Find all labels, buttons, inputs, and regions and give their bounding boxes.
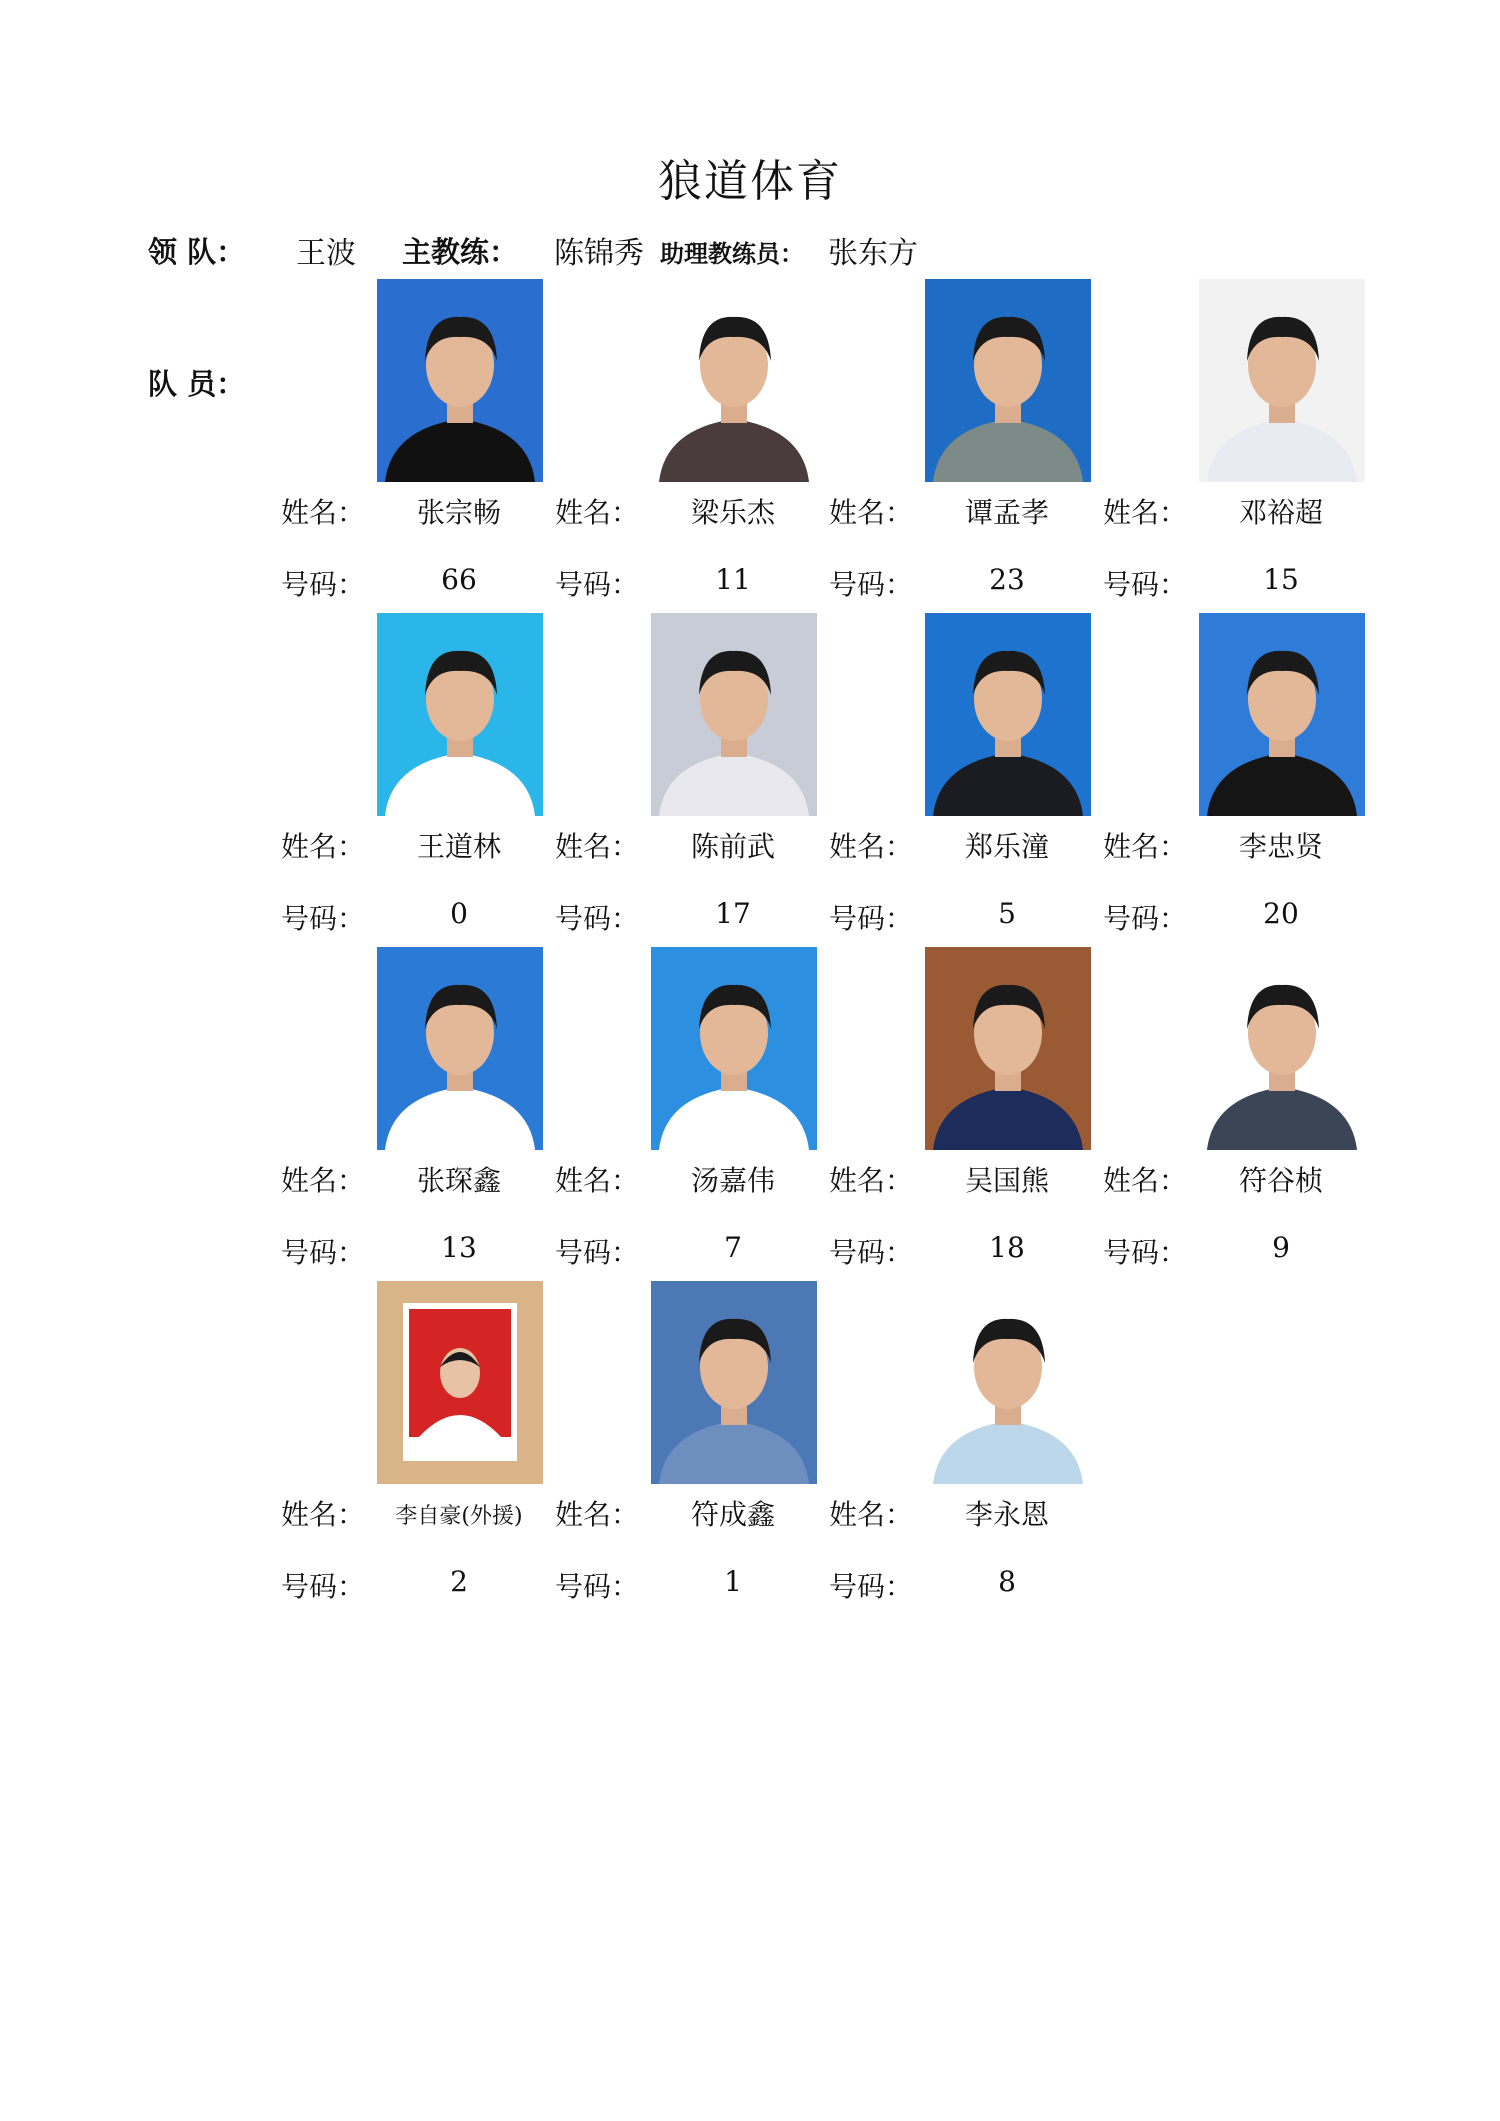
player-card — [551, 947, 825, 1281]
player-card — [825, 613, 1099, 947]
player-name: 梁乐杰 — [690, 496, 775, 529]
number-label: 号码： — [555, 1236, 640, 1269]
name-label: 姓名： — [555, 1498, 640, 1531]
player-grid — [277, 279, 1377, 1615]
player-name: 陈前武 — [690, 830, 775, 863]
number-label: 号码： — [829, 1236, 914, 1269]
name-label: 姓名： — [829, 496, 914, 529]
name-label: 姓名： — [829, 1498, 914, 1531]
player-number: 2 — [450, 1565, 468, 1598]
player-photo — [651, 279, 817, 482]
player-photo — [1199, 947, 1365, 1150]
player-number: 13 — [441, 1231, 477, 1264]
number-label: 号码： — [829, 568, 914, 601]
name-label: 姓名： — [281, 1498, 366, 1531]
name-label: 姓名： — [555, 1164, 640, 1197]
name-label: 姓名： — [829, 1164, 914, 1197]
player-photo — [925, 947, 1091, 1150]
player-name: 张宗畅 — [416, 496, 501, 529]
number-label: 号码： — [829, 1570, 914, 1603]
player-name: 符成鑫 — [690, 1498, 775, 1531]
name-label: 姓名： — [281, 496, 366, 529]
number-label: 号码： — [1103, 568, 1188, 601]
player-number: 1 — [724, 1565, 742, 1598]
number-label: 号码： — [555, 1570, 640, 1603]
head-coach-label: 主教练： — [402, 235, 519, 269]
name-label: 姓名： — [1103, 830, 1188, 863]
player-card — [551, 1281, 825, 1615]
player-name: 李自豪(外援) — [395, 1504, 523, 1529]
number-label: 号码： — [281, 1570, 366, 1603]
player-name: 郑乐潼 — [964, 830, 1049, 863]
number-label: 号码： — [829, 902, 914, 935]
name-label: 姓名： — [1103, 1164, 1188, 1197]
name-label: 姓名： — [555, 830, 640, 863]
player-number: 17 — [715, 897, 751, 930]
player-card — [825, 1281, 1099, 1615]
player-card — [1099, 947, 1373, 1281]
player-name: 李忠贤 — [1238, 830, 1323, 863]
player-card — [825, 947, 1099, 1281]
head-coach-name: 陈锦秀 — [554, 236, 644, 271]
leader-label: 领 队： — [148, 235, 246, 269]
player-photo — [1199, 613, 1365, 816]
player-photo — [651, 1281, 817, 1484]
player-number: 0 — [450, 897, 468, 930]
number-label: 号码： — [555, 902, 640, 935]
number-label: 号码： — [281, 902, 366, 935]
number-label: 号码： — [281, 1236, 366, 1269]
player-number: 8 — [998, 1565, 1016, 1598]
name-label: 姓名： — [1103, 496, 1188, 529]
number-label: 号码： — [555, 568, 640, 601]
player-name: 汤嘉伟 — [690, 1164, 775, 1197]
player-number: 7 — [724, 1231, 742, 1264]
player-name: 谭孟孝 — [964, 496, 1049, 529]
number-label: 号码： — [1103, 902, 1188, 935]
player-card — [277, 613, 551, 947]
members-label: 队 员： — [148, 367, 246, 401]
player-photo — [377, 1281, 543, 1484]
player-card — [551, 279, 825, 613]
name-label: 姓名： — [281, 830, 366, 863]
player-number: 9 — [1272, 1231, 1290, 1264]
player-photo — [925, 279, 1091, 482]
player-card — [277, 1281, 551, 1615]
number-label: 号码： — [1103, 1236, 1188, 1269]
name-label: 姓名： — [829, 830, 914, 863]
player-number: 11 — [715, 563, 751, 596]
player-card — [1099, 613, 1373, 947]
player-number: 18 — [989, 1231, 1025, 1264]
player-photo — [377, 613, 543, 816]
player-name: 符谷桢 — [1238, 1164, 1323, 1197]
assistant-coach-name: 张东方 — [828, 236, 918, 271]
name-label: 姓名： — [281, 1164, 366, 1197]
player-number: 5 — [998, 897, 1016, 930]
player-photo — [651, 947, 817, 1150]
player-name: 王道林 — [416, 830, 501, 863]
assistant-coach-label: 助理教练员： — [660, 240, 804, 268]
player-photo — [925, 1281, 1091, 1484]
player-photo — [925, 613, 1091, 816]
number-label: 号码： — [281, 568, 366, 601]
player-photo — [377, 947, 543, 1150]
player-number: 66 — [441, 563, 477, 596]
player-number: 20 — [1263, 897, 1299, 930]
player-card — [277, 279, 551, 613]
player-card — [551, 613, 825, 947]
player-card — [825, 279, 1099, 613]
player-name: 吴国熊 — [964, 1164, 1049, 1197]
player-photo — [1199, 279, 1365, 482]
name-label: 姓名： — [555, 496, 640, 529]
player-name: 张琛鑫 — [416, 1164, 501, 1197]
player-name: 李永恩 — [964, 1498, 1049, 1531]
player-number: 23 — [989, 563, 1025, 596]
player-card — [277, 947, 551, 1281]
page-title: 狼道体育 — [658, 156, 842, 207]
player-number: 15 — [1263, 563, 1299, 596]
player-name: 邓裕超 — [1238, 496, 1323, 529]
player-photo — [651, 613, 817, 816]
leader-name: 王波 — [296, 236, 356, 271]
player-card — [1099, 279, 1373, 613]
player-photo — [377, 279, 543, 482]
